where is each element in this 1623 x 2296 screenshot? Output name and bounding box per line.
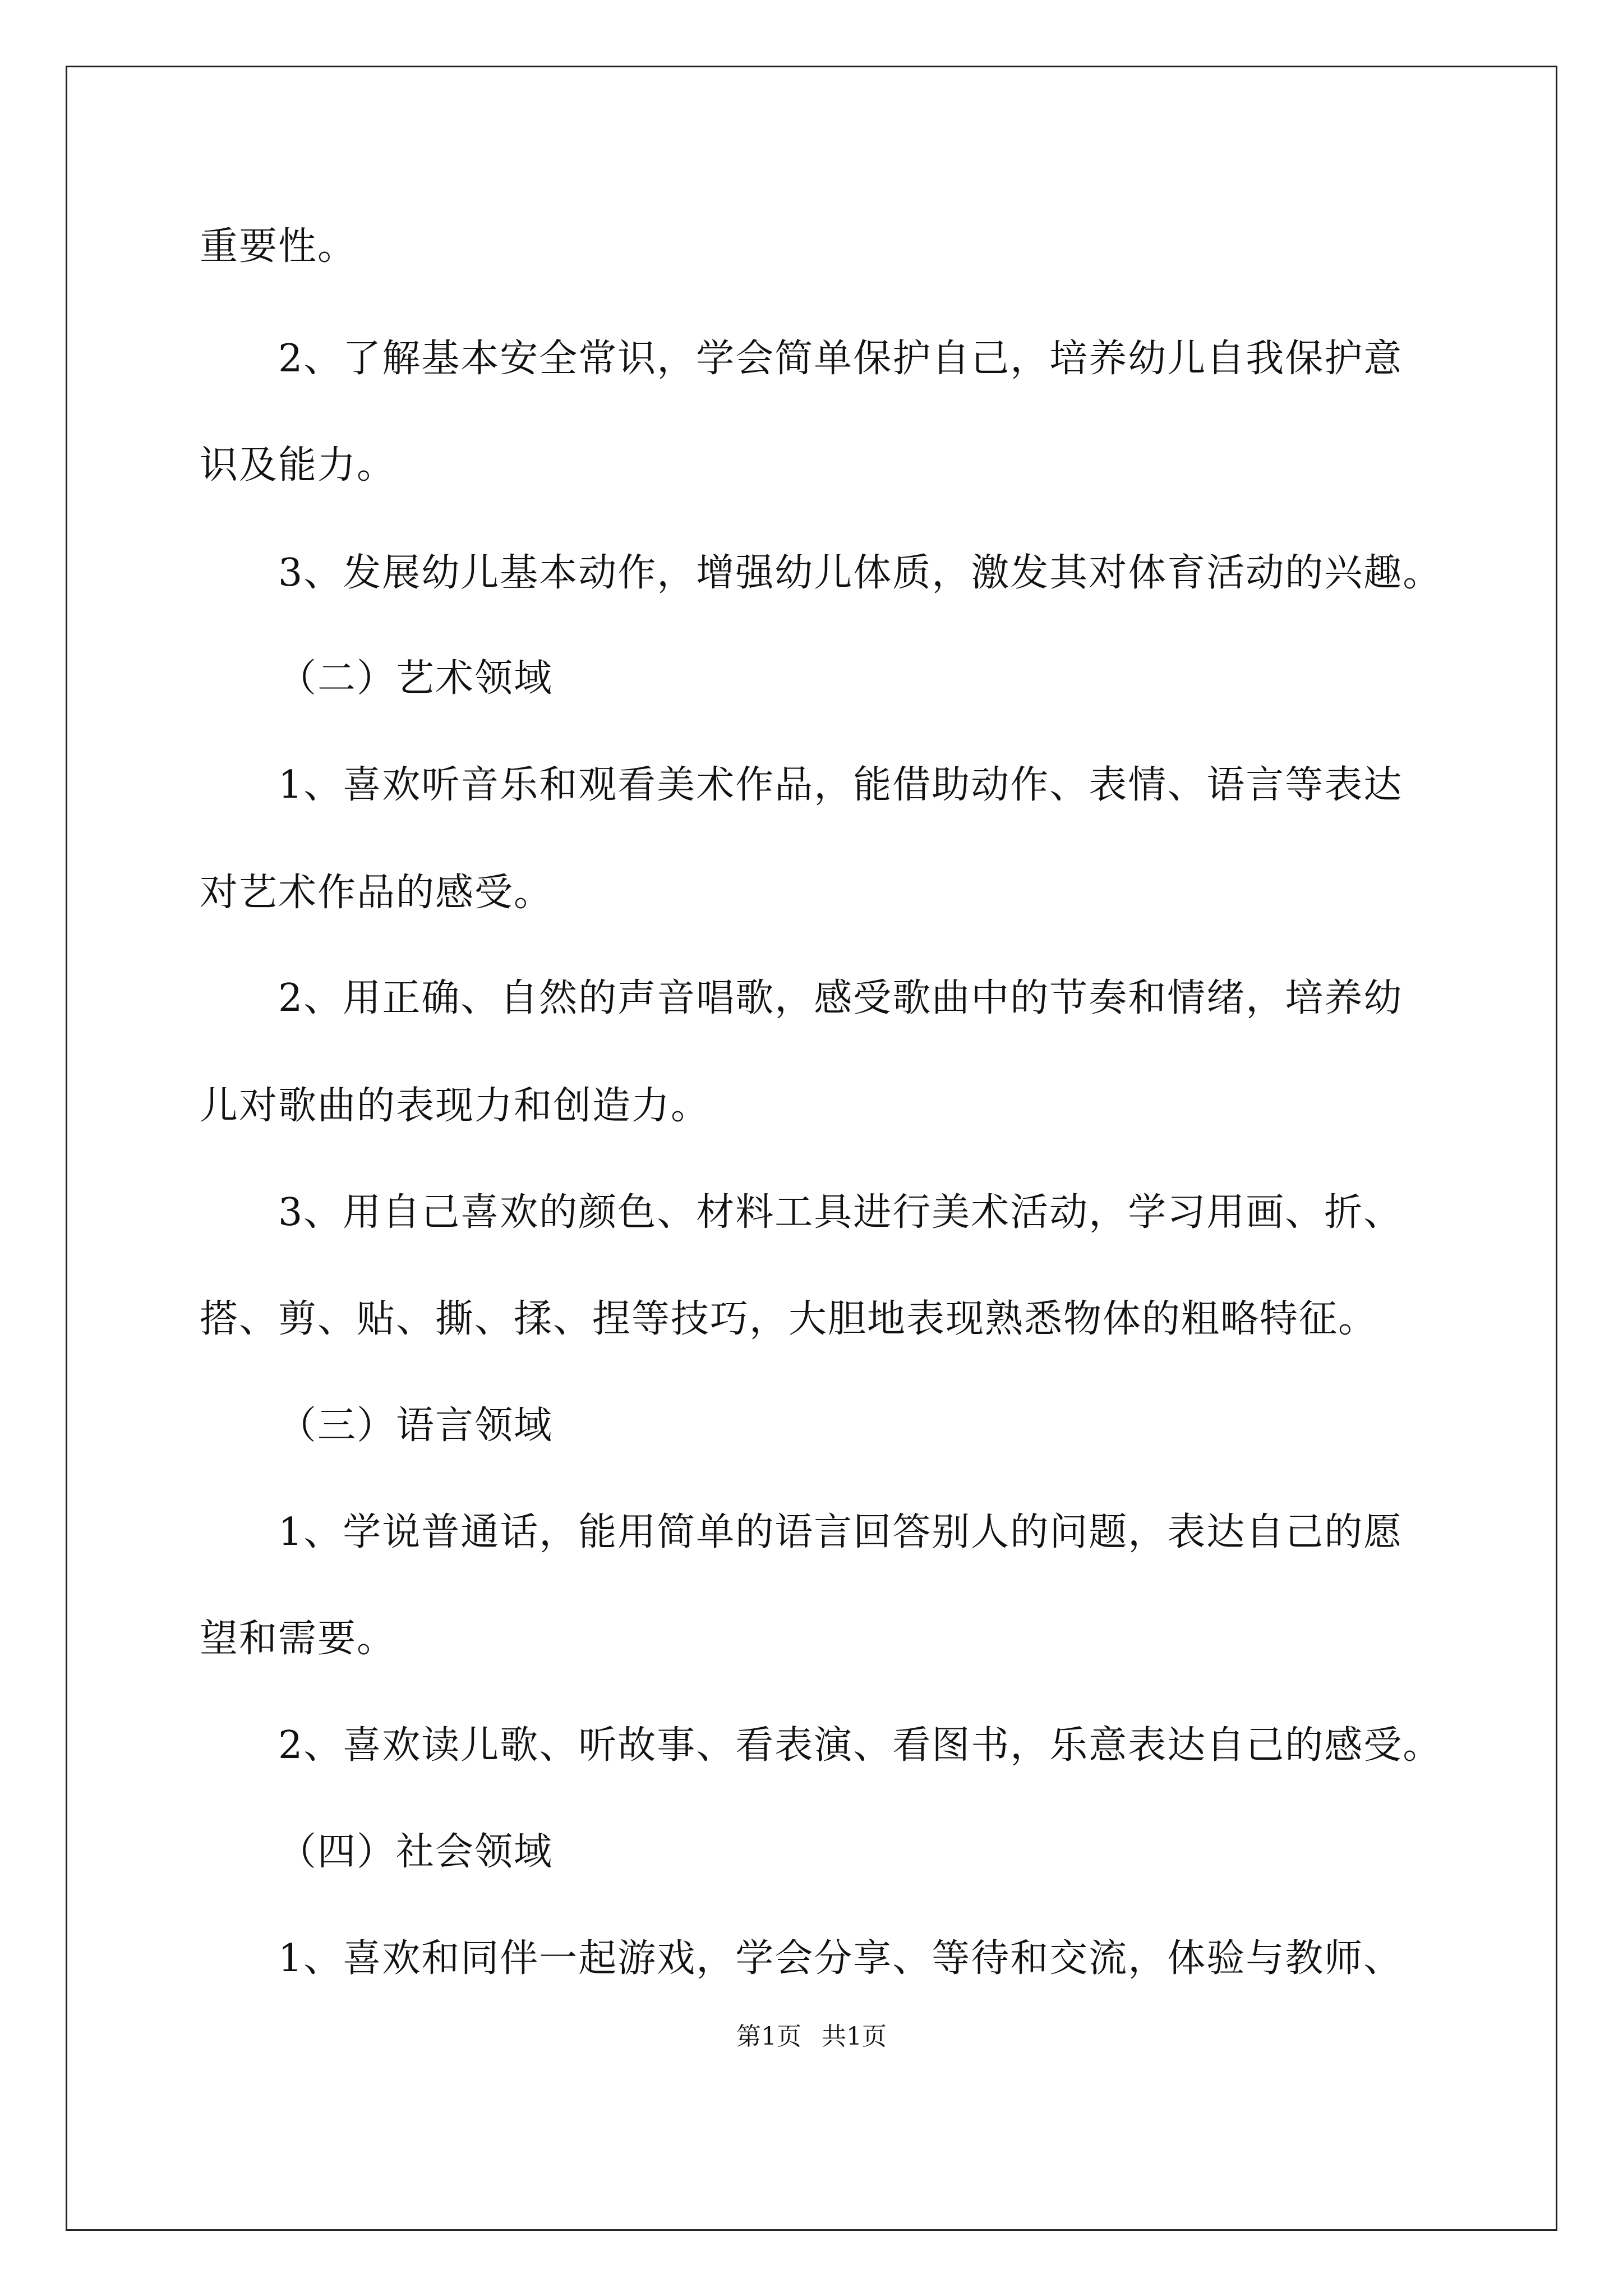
text-line: 3、发展幼儿基本动作，增强幼儿体质，激发其对体育活动的兴趣。 bbox=[278, 551, 1442, 595]
text-line: 3、用自己喜欢的颜色、材料工具进行美术活动，学习用画、折、 bbox=[278, 1190, 1403, 1235]
text-line: 1、学说普通话，能用简单的语言回答别人的问题，表达自己的愿 bbox=[278, 1510, 1403, 1554]
text-line: 1、喜欢听音乐和观看美术作品，能借助动作、表情、语言等表达 bbox=[278, 763, 1403, 807]
page-border bbox=[66, 66, 1557, 2231]
text-line: 识及能力。 bbox=[200, 443, 396, 487]
page-number-total: 共1页 bbox=[822, 2022, 887, 2051]
text-line: 重要性。 bbox=[200, 224, 357, 269]
text-line: 1、喜欢和同伴一起游戏，学会分享、等待和交流，体验与教师、 bbox=[278, 1936, 1403, 1981]
section-heading: （四）社会领域 bbox=[278, 1830, 554, 1874]
text-line: 对艺术作品的感受。 bbox=[200, 871, 554, 915]
text-line: 2、了解基本安全常识，学会简单保护自己，培养幼儿自我保护意 bbox=[278, 337, 1403, 381]
section-heading: （二）艺术领域 bbox=[278, 656, 554, 701]
text-line: 儿对歌曲的表现力和创造力。 bbox=[200, 1084, 711, 1128]
page-footer bbox=[0, 2022, 1623, 2051]
text-line: 搭、剪、贴、撕、揉、捏等技巧，大胆地表现熟悉物体的粗略特征。 bbox=[200, 1297, 1378, 1341]
page-number-current: 第1页 bbox=[736, 2022, 801, 2051]
text-line: 2、喜欢读儿歌、听故事、看表演、看图书，乐意表达自己的感受。 bbox=[278, 1723, 1442, 1768]
text-line: 望和需要。 bbox=[200, 1617, 396, 1661]
section-heading: （三）语言领域 bbox=[278, 1404, 554, 1448]
text-line: 2、用正确、自然的声音唱歌，感受歌曲中的节奏和情绪，培养幼 bbox=[278, 976, 1403, 1020]
